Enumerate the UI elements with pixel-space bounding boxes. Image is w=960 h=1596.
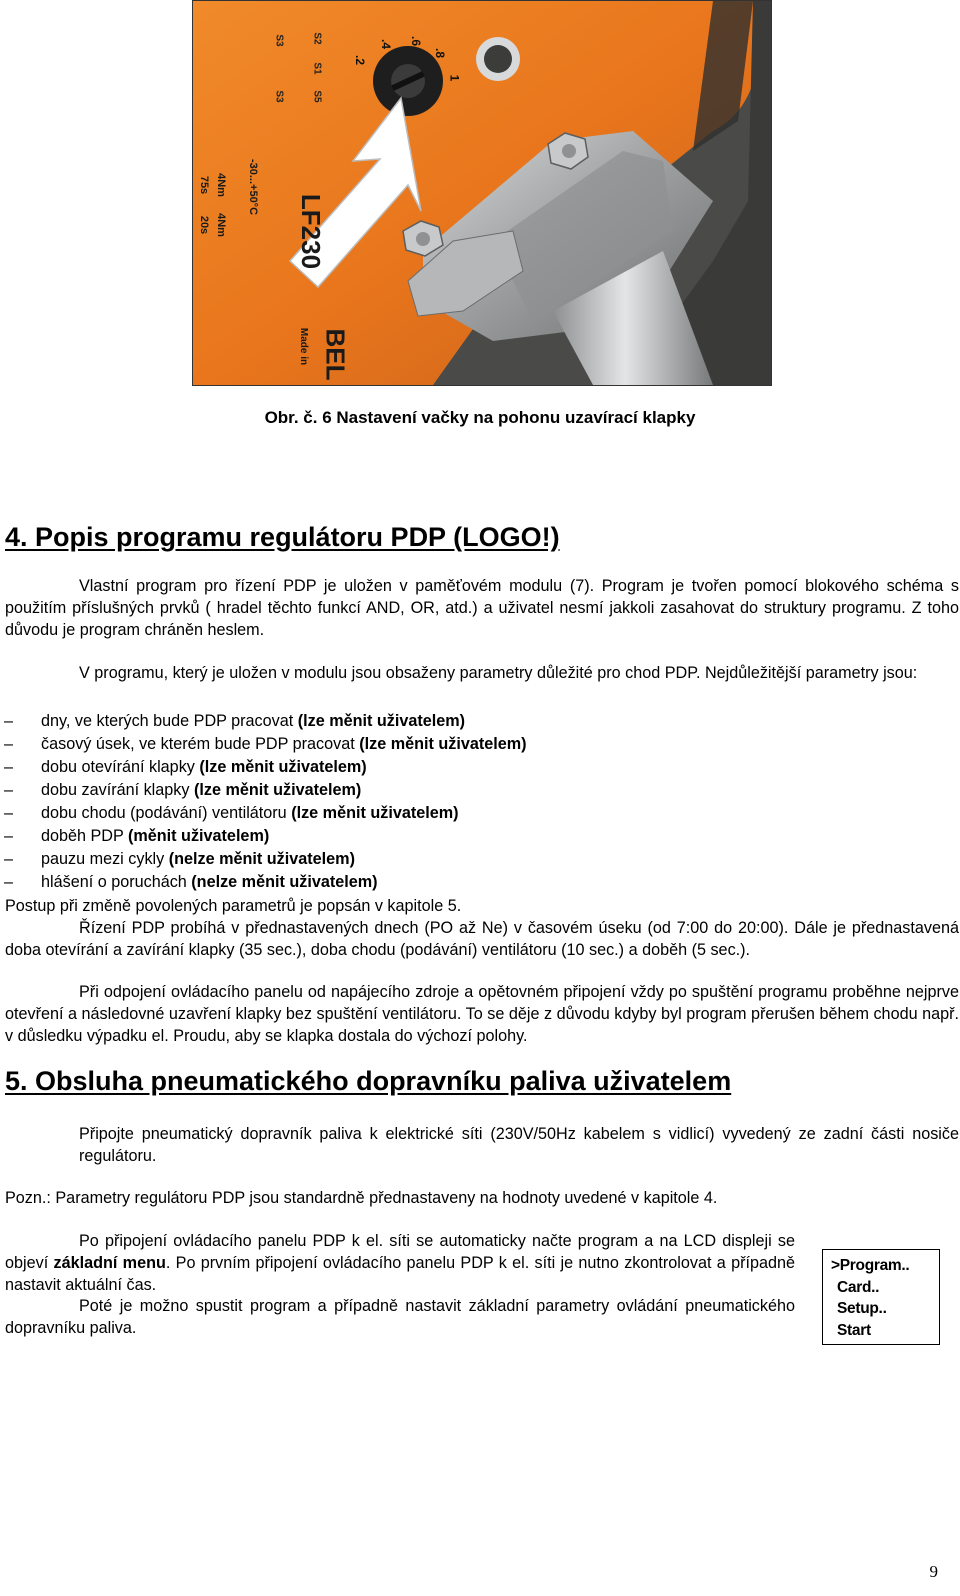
parameter-item [0, 710, 527, 733]
lcd-menu-item-start: Start [837, 1321, 871, 1339]
stamp-switch-s3b: S3 [273, 90, 285, 103]
parameter-list [0, 710, 527, 894]
stamp-switch-s3: S3 [273, 34, 285, 47]
lcd-menu-item-card: Card.. [837, 1278, 880, 1296]
po-pripojeni-text-a: Po připojení ovládacího panelu PDP k el. síti se automaticky načte program a na LCD displeji se objeví [5, 1232, 795, 1272]
parameter-item [0, 779, 527, 802]
parameter-note: (měnit uživatelem) [128, 827, 270, 845]
parameter-note: (lze měnit uživatelem) [193, 781, 362, 799]
section-4-intro-text: Vlastní program pro řízení PDP je uložen v paměťovém modulu (7). Program je tvořen pomocí blokového schéma s použitím příslušných prvků ( hradel těchto funkcí AND, OR, atd.) a uživatel nesmí jakkoli zasahovat do struktury programu. Z toho důvodu je program chráněn heslem. [5, 577, 959, 639]
section-4-intro [5, 576, 959, 641]
section-4-rizeni-text: Řízení PDP probíhá v přednastavených dnech (PO až Ne) v časovém úseku (od 7:00 do 20:00). Dále je přednastavená doba otevírání a zavírání klapky (35 sec.), doba chodu (podávání) ventilátoru (10 sec.) a doběh (5 sec.). [5, 919, 959, 959]
parameter-note: (lze měnit uživatelem) [291, 804, 459, 822]
section-5-lcd-text [5, 1231, 795, 1340]
parameter-note: (lze měnit uživatelem) [297, 712, 466, 730]
parameter-text: pauzu mezi cykly [41, 850, 169, 868]
stamp-switch-s5: S5 [311, 90, 323, 103]
lcd-menu-item-setup: Setup.. [837, 1300, 887, 1317]
stamp-torque-1: 4Nm [214, 173, 227, 197]
stamp-time-2: 20s [198, 215, 211, 235]
stamp-torque-2: 4Nm [214, 213, 227, 237]
actuator-photo [192, 0, 772, 386]
section-4-odpojeni [5, 982, 959, 1047]
section-5-heading: 5. Obsluha pneumatického dopravníku paliva uživatelem [5, 1066, 732, 1096]
scale-mark-06: .6 [409, 35, 424, 47]
figure-caption: Obr. č. 6 Nastavení vačky na pohonu uzavírací klapky [264, 408, 696, 427]
parameter-text: dobu otevírání klapky [41, 758, 200, 776]
parameter-note: (nelze měnit uživatelem) [168, 850, 355, 868]
parameter-item [0, 848, 527, 871]
pote-text: Poté je možno spustit program a případně nastavit základní parametry ovládání pneumatického dopravníku paliva. [5, 1297, 795, 1338]
stamp-brand: BEL [320, 328, 351, 381]
page-number: 9 [929, 1562, 938, 1581]
po-pripojeni-text-b: . Po prvním připojení ovládacího panelu PDP k el. síti je nutno zkontrolovat a případně nastavit aktuální čas. [5, 1253, 795, 1294]
parameter-text: dobu chodu (podávání) ventilátoru [41, 804, 292, 822]
parameter-note: (nelze měnit uživatelem) [191, 873, 378, 891]
parameter-item [0, 871, 527, 894]
lcd-display [822, 1249, 940, 1345]
parameter-note: (lze měnit uživatelem) [359, 735, 527, 753]
section-4-heading: 4. Popis programu regulátoru PDP (LOGO!) [5, 522, 560, 552]
stamp-switch-s2: S2 [311, 32, 323, 45]
stamp-switch-s1: S1 [311, 62, 323, 75]
zakladni-menu-term: základní menu [53, 1253, 166, 1272]
section-5-pote [5, 1296, 795, 1340]
section-4-params-intro [5, 663, 959, 685]
scale-mark-1: 1 [447, 74, 462, 82]
section-5-pozn: Pozn.: Parametry regulátoru PDP jsou standardně přednastaveny na hodnoty uvedené v kapitole 4. [5, 1189, 718, 1207]
stamp-temp: -30...+50°C [247, 158, 260, 216]
scale-mark-08: .8 [433, 47, 448, 59]
stamp-time-1: 75s [198, 175, 211, 195]
parameter-item [0, 733, 527, 756]
parameter-item [0, 825, 527, 848]
section-5-po-pripojeni [5, 1231, 795, 1296]
scale-mark-04: .4 [379, 38, 394, 50]
parameter-text: dny, ve kterých bude PDP pracovat [41, 712, 298, 730]
parameter-text: dobu zavírání klapky [41, 781, 194, 799]
stamp-made-in: Made in [298, 327, 310, 366]
parameter-text: doběh PDP [41, 827, 128, 845]
parameter-text: hlášení o poruchách [41, 873, 192, 891]
stamp-model: LF230 [296, 193, 327, 270]
parameter-item [0, 756, 527, 779]
parameter-note: (lze měnit uživatelem) [199, 758, 367, 776]
section-4-params-intro-text: V programu, který je uložen v modulu jsou obsaženy parametry důležité pro chod PDP. Nejdůležitější parametry jsou: [79, 664, 918, 682]
section-5-pripojte: Připojte pneumatický dopravník paliva k elektrické síti (230V/50Hz kabelem s vidlicí) vyvedený ze zadní části nosiče regulátoru. [79, 1125, 959, 1165]
actuator-label-stamp [198, 32, 523, 381]
parameter-item [0, 802, 527, 825]
section-4-postup: Postup při změně povolených parametrů je popsán v kapitole 5. [5, 897, 462, 915]
section-4-rizeni [5, 918, 959, 962]
parameter-text: časový úsek, ve kterém bude PDP pracovat [41, 735, 360, 753]
section-4-odpojeni-text: Při odpojení ovládacího panelu od napájecího zdroje a opětovném připojení vždy po spuštění programu proběhne nejprve otevření a následovné uzavření klapky bez spuštění ventilátoru. To se děje z důvodu kdyby byl program přerušen během chodu např. v důsledku výpadku el. Proudu, aby se klapka dostala do výchozí polohy. [5, 983, 959, 1045]
scale-mark-02: .2 [353, 54, 368, 66]
lcd-menu-item-program: >Program.. [831, 1257, 910, 1274]
